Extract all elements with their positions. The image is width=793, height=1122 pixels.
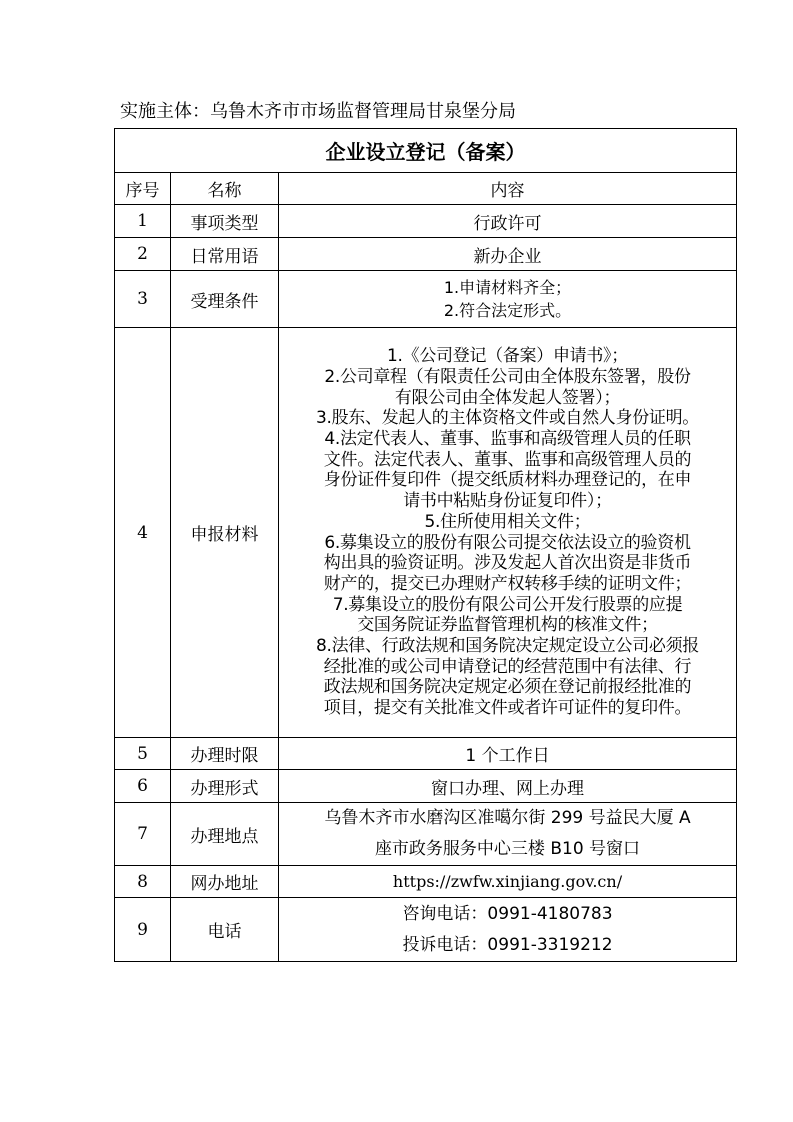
- address-line: 乌鲁木齐市水磨沟区准噶尔街 299 号益民大厦 A: [324, 808, 691, 828]
- table-row: [115, 205, 737, 238]
- table-row: [115, 803, 737, 866]
- row-name: 日常用语: [171, 238, 279, 271]
- row-content: [279, 803, 737, 866]
- row-content: 行政许可: [279, 205, 737, 238]
- material-line: 交国务院证券监督管理机构的核准文件；: [357, 615, 658, 636]
- row-name: 申报材料: [171, 328, 279, 738]
- online-address[interactable]: [279, 866, 737, 898]
- material-line: 2.公司章程（有限责任公司由全体股东签署，股份: [324, 366, 691, 387]
- table-row: [115, 271, 737, 328]
- row-name: 网办地址: [171, 866, 279, 898]
- row-content: 新办企业: [279, 238, 737, 271]
- row-name: 办理形式: [171, 770, 279, 803]
- material-line: 8.法律、行政法规和国务院决定规定设立公司必须报: [315, 636, 700, 657]
- table-row: [115, 866, 737, 898]
- row-name: 办理时限: [171, 738, 279, 770]
- row-seq: 7: [115, 803, 171, 866]
- material-line: 经批准的或公司申请登记的经营范围中有法律、行: [323, 656, 692, 677]
- row-content: [279, 328, 737, 738]
- table-row: [115, 738, 737, 770]
- header-row: [115, 173, 737, 205]
- row-seq: 9: [115, 898, 171, 962]
- condition-line: 1.申请材料齐全；: [443, 278, 572, 297]
- header-seq: 序号: [115, 173, 171, 205]
- material-line: 1.《公司登记（备案）申请书》；: [387, 346, 628, 367]
- material-line: 请书中粘贴身份证复印件）；: [403, 491, 612, 512]
- title-row: [115, 129, 737, 173]
- table-row: [115, 770, 737, 803]
- row-seq: 3: [115, 271, 171, 328]
- row-seq: 6: [115, 770, 171, 803]
- row-seq: 1: [115, 205, 171, 238]
- material-line: 身份证件复印件（提交纸质材料办理登记的，在申: [323, 470, 692, 491]
- table-row: [115, 328, 737, 738]
- row-name: 电话: [171, 898, 279, 962]
- implementing-entity: 实施主体：乌鲁木齐市市场监督管理局甘泉堡分局: [120, 101, 516, 122]
- material-line: 项目，提交有关批准文件或者许可证件的复印件。: [323, 698, 692, 719]
- complaint-phone: 投诉电话：0991-3319212: [402, 934, 613, 955]
- row-content: 1 个工作日: [279, 738, 737, 770]
- table-row: [115, 238, 737, 271]
- row-name: 受理条件: [171, 271, 279, 328]
- header-content: 内容: [279, 173, 737, 205]
- consult-phone: 咨询电话：0991-4180783: [402, 903, 613, 924]
- material-line: 文件。法定代表人、董事、监事和高级管理人员的: [323, 449, 692, 470]
- material-line: 政法规和国务院决定规定必须在登记前报经批准的: [323, 677, 692, 698]
- row-content: 窗口办理、网上办理: [279, 770, 737, 803]
- table-row: [115, 898, 737, 962]
- row-seq: 2: [115, 238, 171, 271]
- row-name: 办理地点: [171, 803, 279, 866]
- service-table: [114, 128, 737, 962]
- material-line: 6.募集设立的股份有限公司提交依法设立的验资机: [324, 532, 691, 553]
- material-line: 4.法定代表人、董事、监事和高级管理人员的任职: [324, 428, 691, 449]
- row-seq: 8: [115, 866, 171, 898]
- row-seq: 4: [115, 328, 171, 738]
- table-title: 企业设立登记（备案）: [115, 129, 737, 173]
- online-address-link[interactable]: https://zwfw.xinjiang.gov.cn/: [392, 871, 623, 891]
- row-seq: 5: [115, 738, 171, 770]
- material-line: 有限公司由全体发起人签署）；: [394, 387, 621, 408]
- material-line: 3.股东、发起人的主体资格文件或自然人身份证明。: [315, 408, 700, 429]
- material-line: 5.住所使用相关文件；: [424, 511, 591, 532]
- condition-line: 2.符合法定形式。: [443, 301, 572, 320]
- row-name: 事项类型: [171, 205, 279, 238]
- material-line: 构出具的验资证明。涉及发起人首次出资是非货币: [323, 553, 692, 574]
- row-content: [279, 898, 737, 962]
- material-line: 7.募集设立的股份有限公司公开发行股票的应提: [332, 594, 683, 615]
- address-line: 座市政务服务中心三楼 B10 号窗口: [374, 839, 641, 859]
- row-content: [279, 271, 737, 328]
- header-name: 名称: [171, 173, 279, 205]
- material-line: 财产的，提交已办理财产权转移手续的证明文件；: [323, 573, 692, 594]
